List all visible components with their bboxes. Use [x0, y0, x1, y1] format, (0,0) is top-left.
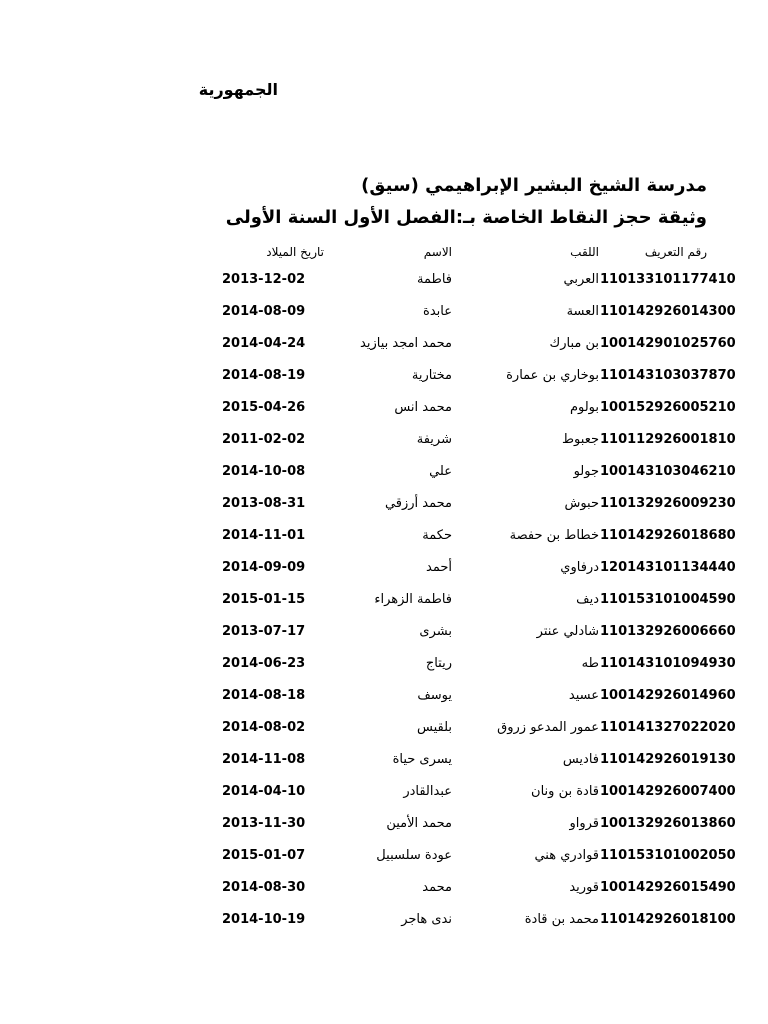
last-name-cell: قوادري هني [534, 848, 599, 863]
id-cell: 110142926014300 [600, 304, 736, 319]
table-row [222, 552, 736, 584]
id-cell: 100142901025760 [600, 336, 736, 351]
first-name-cell: شريفة [416, 432, 452, 447]
first-name-cell: محمد امجد بيازيد [360, 336, 452, 351]
first-name-cell: علي [429, 464, 452, 479]
table-row [222, 776, 736, 808]
document-title: وثيقة حجز النقاط الخاصة بـ:الفصل الأول السنة الأولى [225, 207, 707, 228]
table-row [222, 744, 736, 776]
last-name-cell: قادة بن ونان [531, 784, 599, 799]
republic-heading: الجمهورية [198, 80, 278, 99]
last-name-cell: عسيد [568, 688, 599, 703]
id-cell: 120143101134440 [600, 560, 736, 575]
birth-date-cell: 2014-08-09 [222, 304, 306, 319]
first-name-cell: محمد انس [394, 400, 452, 415]
table-row [222, 392, 736, 424]
birth-date-cell: 2014-11-01 [222, 528, 306, 543]
birth-date-cell: 2014-06-23 [222, 656, 306, 671]
first-name-cell: يوسف [417, 688, 452, 703]
first-name-cell: يسرى حياة [392, 752, 452, 767]
table-row [222, 264, 736, 296]
id-cell: 110142926018100 [600, 912, 736, 927]
table-row [222, 424, 736, 456]
birth-date-cell: 2015-01-15 [222, 592, 306, 607]
first-name-cell: فاطمة [416, 272, 452, 287]
table-header-row [222, 240, 707, 264]
last-name-cell: حبوش [564, 496, 599, 511]
id-cell: 100142926014960 [600, 688, 736, 703]
id-cell: 110142926019130 [600, 752, 736, 767]
table-row [222, 872, 736, 904]
last-name-cell: قوريد [569, 880, 599, 895]
last-name-cell: بن مبارك [549, 336, 599, 351]
first-name-cell: ندى هاجر [401, 912, 452, 927]
id-cell: 110132926009230 [600, 496, 736, 511]
table-row [222, 360, 736, 392]
last-name-cell: بوخاري بن عمارة [506, 368, 599, 383]
header-first-name: الاسم [423, 245, 452, 259]
header-birth-date: تاريخ الميلاد [266, 245, 324, 259]
table-row [222, 328, 736, 360]
birth-date-cell: 2011-02-02 [222, 432, 306, 447]
id-cell: 110143101094930 [600, 656, 736, 671]
table-row [222, 648, 736, 680]
birth-date-cell: 2015-01-07 [222, 848, 306, 863]
table-row [222, 904, 736, 936]
id-cell: 110153101004590 [600, 592, 736, 607]
table-row [222, 712, 736, 744]
first-name-cell: عودة سلسبيل [376, 848, 452, 863]
id-cell: 110132926006660 [600, 624, 736, 639]
birth-date-cell: 2014-11-08 [222, 752, 306, 767]
last-name-cell: بولوم [569, 400, 599, 415]
birth-date-cell: 2013-08-31 [222, 496, 306, 511]
last-name-cell: فاديس [562, 752, 599, 767]
birth-date-cell: 2014-08-30 [222, 880, 306, 895]
first-name-cell: مختارية [411, 368, 452, 383]
table-row [222, 584, 736, 616]
first-name-cell: عابدة [423, 304, 452, 319]
first-name-cell: عبدالقادر [403, 784, 452, 799]
table-row [222, 296, 736, 328]
birth-date-cell: 2015-04-26 [222, 400, 306, 415]
students-table [222, 240, 736, 936]
birth-date-cell: 2014-08-02 [222, 720, 306, 735]
birth-date-cell: 2013-11-30 [222, 816, 306, 831]
last-name-cell: جولو [573, 464, 599, 479]
first-name-cell: بلقيس [417, 720, 452, 735]
table-row [222, 840, 736, 872]
last-name-cell: عمور المدعو زروق [497, 720, 599, 735]
birth-date-cell: 2014-10-19 [222, 912, 306, 927]
id-cell: 100142926015490 [600, 880, 736, 895]
birth-date-cell: 2013-07-17 [222, 624, 306, 639]
id-cell: 100132926013860 [600, 816, 736, 831]
last-name-cell: جعبوط [562, 432, 599, 447]
table-row [222, 520, 736, 552]
table-row [222, 680, 736, 712]
first-name-cell: محمد الأمين [386, 816, 452, 831]
header-last-name: اللقب [570, 245, 599, 259]
birth-date-cell: 2014-08-18 [222, 688, 306, 703]
birth-date-cell: 2013-12-02 [222, 272, 306, 287]
table-row [222, 488, 736, 520]
last-name-cell: طه [581, 656, 599, 671]
birth-date-cell: 2014-04-24 [222, 336, 306, 351]
first-name-cell: محمد [422, 880, 452, 895]
birth-date-cell: 2014-10-08 [222, 464, 306, 479]
id-cell: 100143103046210 [600, 464, 736, 479]
birth-date-cell: 2014-08-19 [222, 368, 306, 383]
first-name-cell: فاطمة الزهراء [374, 592, 452, 607]
first-name-cell: محمد أرزقي [384, 496, 452, 511]
id-cell: 110142926018680 [600, 528, 736, 543]
first-name-cell: أحمد [426, 560, 452, 575]
table-row [222, 616, 736, 648]
table-row [222, 808, 736, 840]
id-cell: 110133101177410 [600, 272, 736, 287]
last-name-cell: خطاط بن حفصة [509, 528, 599, 543]
id-cell: 110112926001810 [600, 432, 736, 447]
first-name-cell: ريتاج [425, 656, 452, 671]
last-name-cell: محمد بن قادة [524, 912, 599, 927]
last-name-cell: شادلي عنتر [536, 624, 599, 639]
id-cell: 110143103037870 [600, 368, 736, 383]
school-name: مدرسة الشيخ البشير الإبراهيمي (سيق) [361, 175, 707, 196]
birth-date-cell: 2014-09-09 [222, 560, 306, 575]
id-cell: 100152926005210 [600, 400, 736, 415]
header-id: رقم التعريف [644, 245, 707, 259]
id-cell: 110153101002050 [600, 848, 736, 863]
last-name-cell: قرواو [569, 816, 599, 831]
birth-date-cell: 2014-04-10 [222, 784, 306, 799]
last-name-cell: درفاوي [560, 560, 599, 575]
first-name-cell: حكمة [422, 528, 452, 543]
table-body [222, 264, 736, 936]
id-cell: 110141327022020 [600, 720, 736, 735]
first-name-cell: بشرى [419, 624, 452, 639]
table-row [222, 456, 736, 488]
last-name-cell: العسة [566, 304, 599, 319]
id-cell: 100142926007400 [600, 784, 736, 799]
last-name-cell: العربي [563, 272, 599, 287]
last-name-cell: ديف [576, 592, 599, 607]
